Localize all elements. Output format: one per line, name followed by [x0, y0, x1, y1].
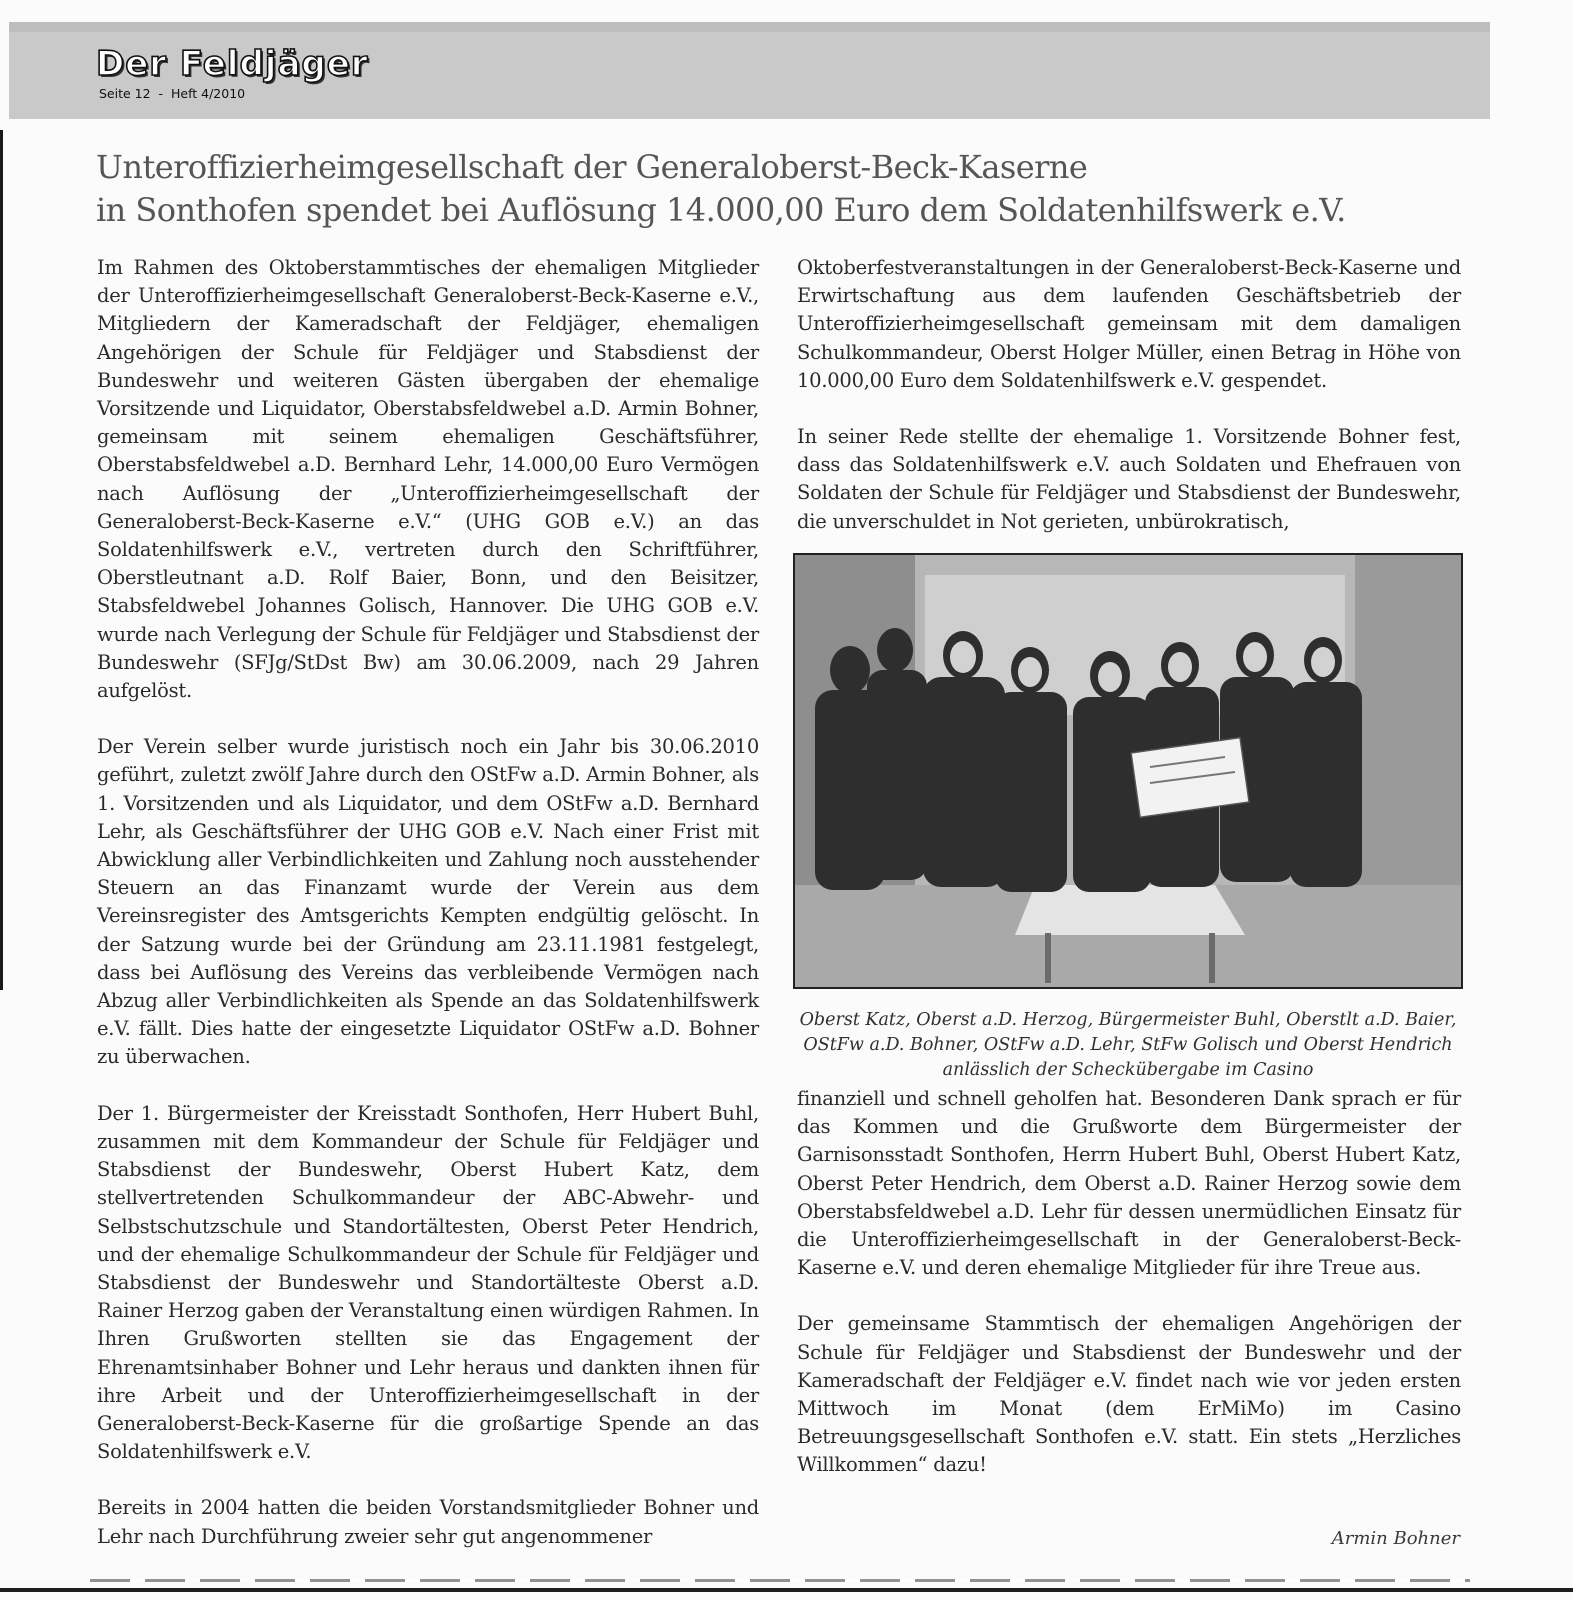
author-byline: Armin Bohner [1331, 1528, 1460, 1549]
paragraph: In seiner Rede stellte der ehemalige 1. Vorsitzende Bohner fest, dass das Soldatenhilfswerk e.V. auch Soldaten und Ehefrauen von Soldaten der Schule für Feldjäger und Stabsdienst der Bundeswehr, die unverschuldet in Not gerieten, unbürokratisch, [797, 425, 1461, 533]
paragraph: Der Verein selber wurde juristisch noch ein Jahr bis 30.06.2010 geführt, zuletzt zwölf Jahre durch den OStFw a.D. Armin Bohner, als 1. Vorsitzenden und als Liquidator, und dem OStFw a.D. Bernhard Lehr, als Geschäftsführer der UHG GOB e.V. Nach einer Frist mit Abwicklung aller Verbindlichkeiten und Zahlung noch ausstehender Steuern an das Finanzamt wurde der Verein aus dem Vereinsregister des Amtsgerichts Kempten endgültig gelöscht. In der Satzung wurde bei der Gründung am 23.11.1981 festgelegt, dass bei Auflösung des Vereins das verbleibende Vermögen nach Abzug aller Verbindlichkeiten als Spende an das Soldatenhilfswerk e.V. fällt. Dies hatte der eingesetzte Liquidator OStFw a.D. Bohner zu überwachen. [97, 735, 759, 1069]
paragraph: Oktoberfestveranstaltungen in der Generaloberst-Beck-Kaserne und Erwirtschaftung aus dem laufenden Geschäftsbetrieb der Unteroffizierheimgesellschaft gemeinsam mit dem damaligen Schulkommandeur, Oberst Holger Müller, einen Betrag in Höhe von 10.000,00 Euro dem Soldatenhilfswerk e.V. gespendet. [797, 256, 1461, 392]
next-article-strip [90, 1579, 1470, 1582]
paragraph: Der gemeinsame Stammtisch der ehemaligen Angehörigen der Schule für Feldjäger und Stabsdienst der Bundeswehr und der Kameradschaft der Feldjäger e.V. findet nach wie vor jeden ersten Mittwoch im Monat (dem ErMiMo) im Casino Betreuungsgesellschaft Sonthofen e.V. statt. Ein stets „Herzliches Willkommen“ dazu! [797, 1312, 1461, 1477]
scan-edge-left [0, 130, 3, 990]
paragraph: Bereits in 2004 hatten die beiden Vorstandsmitglieder Bohner und Lehr nach Durchführung zweier sehr gut angenommener [97, 1496, 759, 1548]
right-column-bottom [797, 1085, 1461, 1508]
issue-line: Seite 12 - Heft 4/2010 [99, 86, 246, 101]
group-photo [793, 553, 1463, 989]
paragraph: Der 1. Bürgermeister der Kreisstadt Sonthofen, Herr Hubert Buhl, zusammen mit dem Kommandeur der Schule für Feldjäger und Stabsdienst der Bundeswehr, Oberst Hubert Katz, dem stellvertretenden Schulkommandeur der ABC-Abwehr- und Selbstschutzschule und Standortältesten, Oberst Peter Hendrich, und der ehemalige Schulkommandeur der Schule für Feldjäger und Stabsdienst der Bundeswehr und Standortälteste Oberst a.D. Rainer Herzog gaben der Veranstaltung einen würdigen Rahmen. In Ihren Grußworten stellten sie das Engagement der Ehrenamtsinhaber Bohner und Lehr heraus und dankten ihnen für ihre Arbeit und der Unteroffizierheimgesellschaft in der Generaloberst-Beck-Kaserne für die großartige Spende an das Soldatenhilfswerk e.V. [97, 1101, 759, 1464]
left-column [97, 254, 759, 1579]
article-headline [96, 146, 1476, 232]
masthead-logo: Der Feldjäger [96, 44, 369, 84]
headline-line-2: in Sonthofen spendet bei Auflösung 14.000,00 Euro dem Soldatenhilfswerk e.V. [96, 191, 1346, 229]
right-column-top [797, 254, 1461, 564]
bottom-rule [0, 1588, 1573, 1592]
headline-line-1: Unteroffizierheimgesellschaft der Generaloberst-Beck-Kaserne [96, 148, 1088, 186]
paragraph: finanziell und schnell geholfen hat. Besonderen Dank sprach er für das Kommen und die Grußworte dem Bürgermeister der Garnisonsstadt Sonthofen, Herrn Hubert Buhl, Oberst Hubert Katz, Oberst Peter Hendrich, dem Oberst a.D. Rainer Herzog sowie dem Oberstabsfeldwebel a.D. Lehr für dessen unermüdlichen Einsatz für die Unteroffizierheimgesellschaft in der Generaloberst-Beck-Kaserne e.V. und deren ehemalige Mitglieder für ihre Treue aus. [797, 1087, 1461, 1280]
group-photo-illustration [795, 555, 1461, 987]
photo-caption: Oberst Katz, Oberst a.D. Herzog, Bürgermeister Buhl, Oberstlt a.D. Baier, OStFw a.D. Bohner, OStFw a.D. Lehr, StFw Golisch und Oberst Hendrich anlässlich der Scheckübergabe im Casino [799, 1010, 1457, 1080]
paragraph: Im Rahmen des Oktoberstammtisches der ehemaligen Mitglieder der Unteroffizierheimgesellschaft Generaloberst-Beck-Kaserne e.V., Mitgliedern der Kameradschaft der Feldjäger, ehemaligen Angehörigen der Schule für Feldjäger und Stabsdienst der Bundeswehr und weiteren Gästen übergaben der ehemalige Vorsitzende und Liquidator, Oberstabsfeldwebel a.D. Armin Bohner, gemeinsam mit seinem ehemaligen Geschäftsführer, Oberstabsfeldwebel a.D. Bernhard Lehr, 14.000,00 Euro Vermögen nach Auflösung der „Unteroffizierheimgesellschaft der Generaloberst-Beck-Kaserne e.V.“ (UHG GOB e.V.) an das Soldatenhilfswerk e.V., vertreten durch den Schriftführer, Oberstleutnant a.D. Rolf Baier, Bonn, und den Beisitzer, Stabsfeldwebel Johannes Golisch, Hannover. Die UHG GOB e.V. wurde nach Verlegung der Schule für Feldjäger und Stabsdienst der Bundeswehr (SFJg/StDst Bw) am 30.06.2009, nach 29 Jahren aufgelöst. [97, 256, 759, 703]
